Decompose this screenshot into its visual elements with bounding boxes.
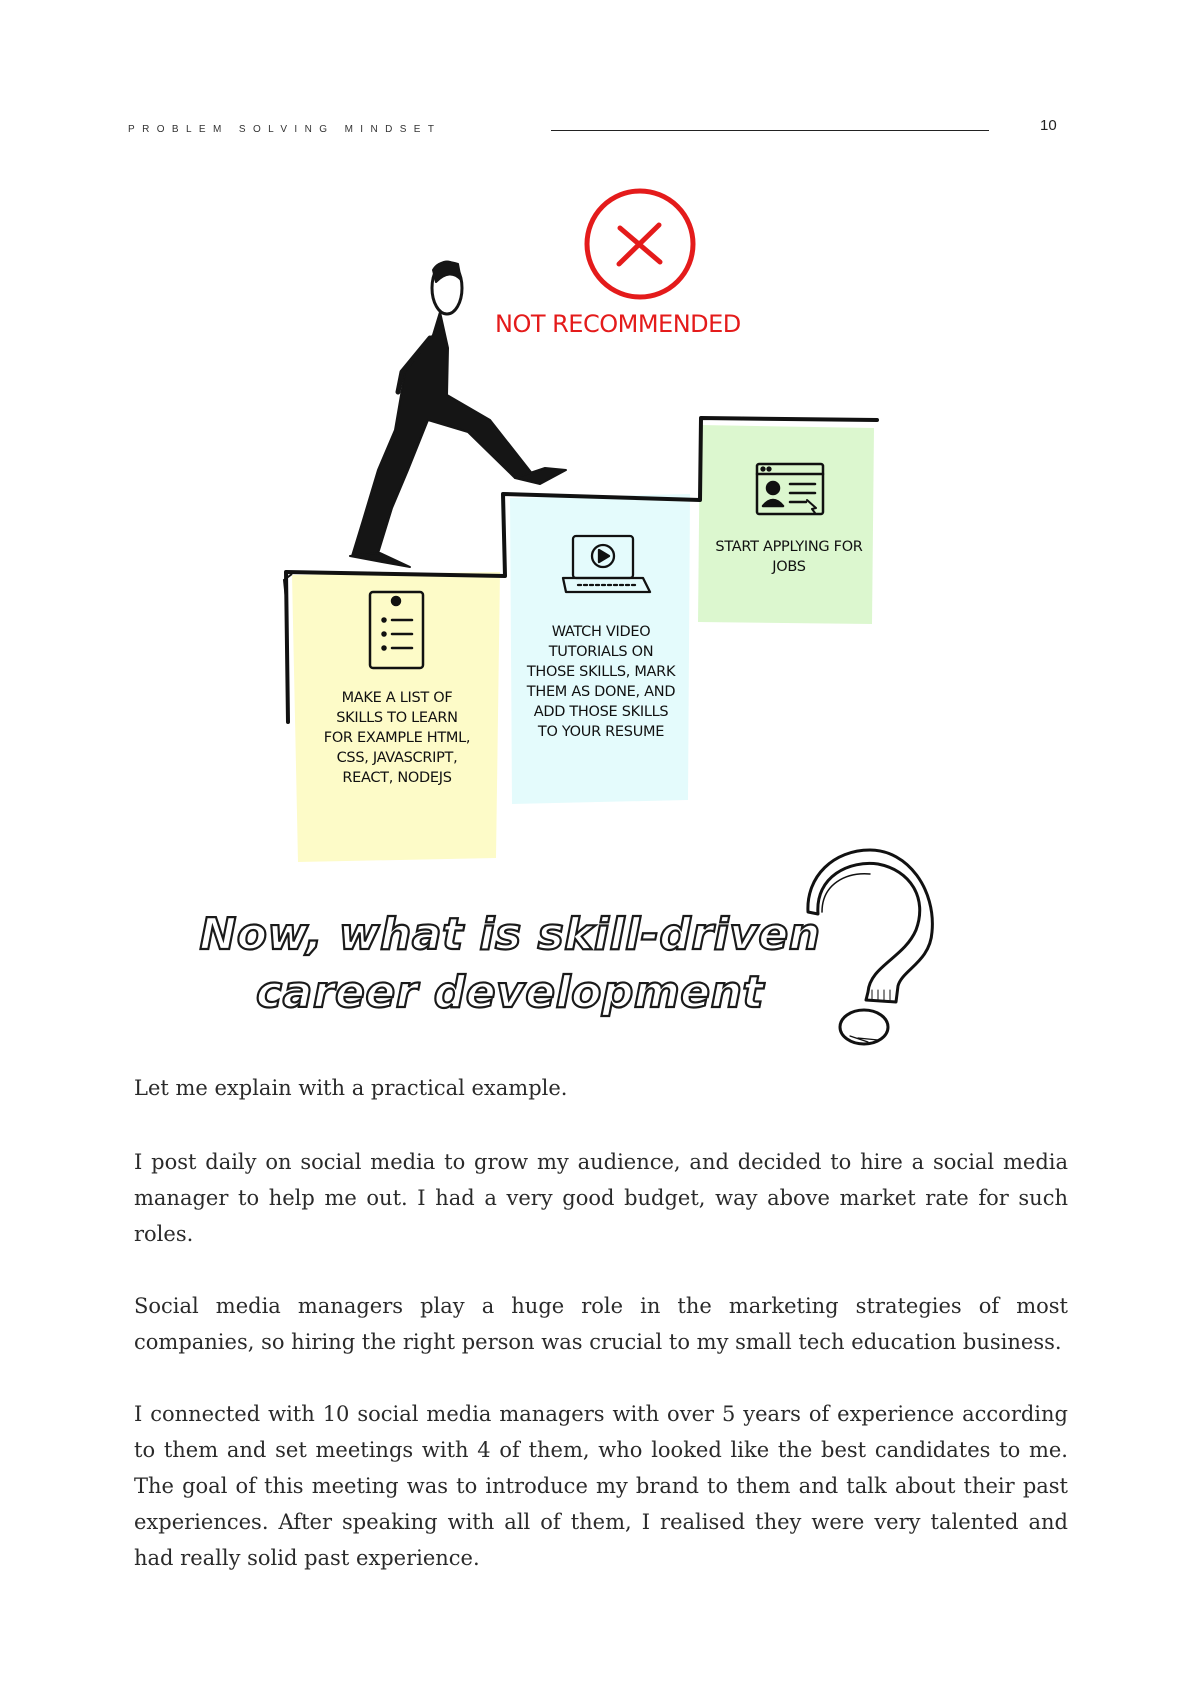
headline-line-2: career development bbox=[256, 967, 764, 1018]
headline-line-1: Now, what is skill-driven bbox=[199, 909, 821, 960]
running-header: PROBLEM SOLVING MINDSET bbox=[128, 124, 442, 135]
page-number: 10 bbox=[1040, 117, 1057, 134]
step-1-label: MAKE A LIST OF SKILLS TO LEARN FOR EXAMPLE HTML, CSS, JAVASCRIPT, REACT, NODEJS bbox=[323, 690, 471, 786]
step-3-panel bbox=[698, 425, 874, 624]
not-recommended-label: NOT RECOMMENDED bbox=[495, 310, 741, 338]
body-paragraph-4: I connected with 10 social media managers with over 5 years of experience according to them and set meetings with 4 of them, who looked like the best candidates to me. The goal of this meeting was to introduce my brand to them and talk about their past experiences. After speaking with all of them, I realised they were very talented and had really solid past experience. bbox=[134, 1402, 1068, 1570]
step-2-label: WATCH VIDEO TUTORIALS ON THOSE SKILLS, MARK THEM AS DONE, AND ADD THOSE SKILLS TO YOUR RESUME bbox=[526, 624, 676, 740]
step-3-label: START APPLYING FOR JOBS bbox=[715, 539, 863, 575]
body-paragraph-1: Let me explain with a practical example. bbox=[134, 1076, 568, 1100]
body-paragraph-3: Social media managers play a huge role in the marketing strategies of most companies, so hiring the right person was crucial to my small tech education business. bbox=[134, 1294, 1068, 1354]
section-headline bbox=[180, 906, 840, 1022]
red-x-circle-icon bbox=[587, 191, 693, 297]
body-paragraph-2: I post daily on social media to grow my audience, and decided to hire a social media manager to help me out. I had a very good budget, way above market rate for such roles. bbox=[134, 1150, 1068, 1246]
